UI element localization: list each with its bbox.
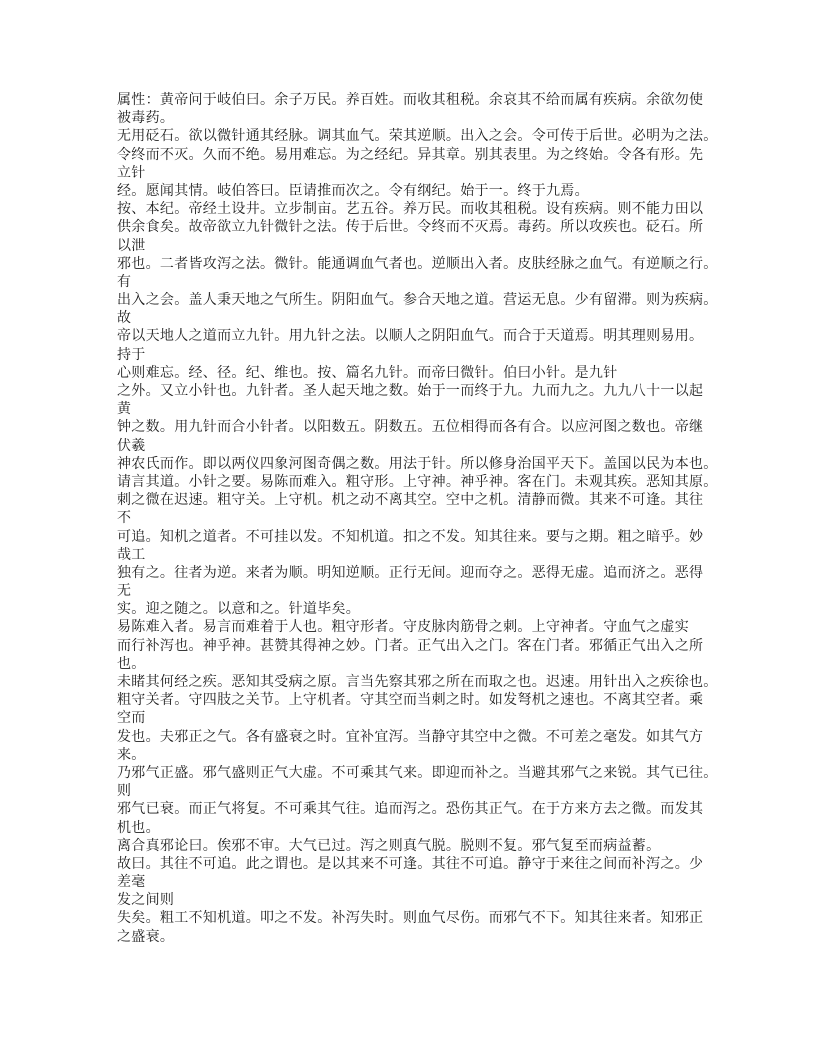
- text-line: 故曰。其往不可追。此之谓也。是以其来不可逢。其往不可追。静守于来往之间而补泻之。少: [117, 855, 704, 872]
- text-line: 以泄: [117, 237, 146, 254]
- text-line: 不: [117, 510, 132, 527]
- text-line: 被毒药。: [117, 110, 175, 127]
- text-line: 持于: [117, 346, 146, 363]
- text-line: 之盛衰。: [117, 928, 175, 945]
- text-line: 空而: [117, 710, 146, 727]
- text-line: 钟之数。用九针而合小针者。以阳数五。阴数五。五位相得而各有合。以应河图之数也。帝继: [117, 419, 704, 436]
- text-line: 实。迎之随之。以意和之。针道毕矣。: [117, 601, 361, 618]
- text-line: 立针: [117, 164, 146, 181]
- text-line: 也。: [117, 655, 146, 672]
- text-line: 离合真邪论曰。俟邪不审。大气已过。泻之则真气脱。脱则不复。邪气复至而病益蓄。: [117, 837, 661, 854]
- text-line: 经。愿闻其情。岐伯答曰。臣请推而次之。令有纲纪。始于一。终于九焉。: [117, 182, 589, 199]
- text-line: 失矣。粗工不知机道。叩之不发。补泻失时。则血气尽伤。而邪气不下。知其往来者。知邪正: [117, 910, 704, 927]
- text-line: 无: [117, 583, 132, 600]
- text-line: 独有之。往者为逆。来者为顺。明知逆顺。正行无间。迎而夺之。恶得无虚。追而济之。恶得: [117, 564, 704, 581]
- text-line: 心则难忘。经、径。纪、维也。按、篇名九针。而帝曰微针。伯曰小针。是九针: [117, 364, 618, 381]
- text-line: 可追。知机之道者。不可挂以发。不知机道。扣之不发。知其往来。要与之期。粗之暗乎。妙: [117, 528, 704, 545]
- text-line: 机也。: [117, 819, 160, 836]
- text-line: 哉工: [117, 546, 146, 563]
- text-line: 之外。又立小针也。九针者。圣人起天地之数。始于一而终于九。九而九之。九九八十一以起: [117, 383, 704, 399]
- text-line: 帝以天地人之道而立九针。用九针之法。以顺人之阴阳血气。而合于天道焉。明其理则易用。: [117, 328, 704, 345]
- text-block: [117, 91, 777, 946]
- text-line: 神农氏而作。即以两仪四象河图奇偶之数。用法于针。所以修身治国平天下。盖国以民为本也。: [117, 455, 718, 472]
- text-line: 请言其道。小针之要。易陈而难入。粗守形。上守神。神乎神。客在门。未观其疾。恶知其原。: [117, 473, 718, 490]
- text-line: 有: [117, 273, 132, 290]
- text-line: 来。: [117, 746, 146, 763]
- text-line: 乃邪气正盛。邪气盛则正气大虚。不可乘其气来。即迎而补之。当避其邪气之来锐。其气已往。: [117, 764, 718, 781]
- text-line: 邪也。二者皆攻泻之法。微针。能通调血气者也。逆顺出入者。皮肤经脉之血气。有逆顺之行。: [117, 255, 718, 272]
- text-line: 未睹其何经之疾。恶知其受病之原。言当先察其邪之所在而取之也。迟速。用针出入之疾徐也。: [117, 674, 718, 690]
- text-line: 黄: [117, 401, 132, 418]
- text-line: 而行补泻也。神乎神。甚赞其得神之妙。门者。正气出入之门。客在门者。邪循正气出入之所: [117, 637, 704, 654]
- text-line: 故: [117, 310, 132, 327]
- text-line: 发也。夫邪正之气。各有盛衰之时。宜补宜泻。当静守其空中之微。不可差之毫发。如其气方: [117, 728, 704, 745]
- text-line: 出入之会。盖人秉天地之气所生。阴阳血气。参合天地之道。营运无息。少有留滞。则为疾病。: [117, 292, 718, 309]
- text-line: 属性：黄帝问于岐伯曰。余子万民。养百姓。而收其租税。余哀其不给而属有疾病。余欲勿使: [117, 92, 704, 108]
- text-line: 令终而不灭。久而不绝。易用难忘。为之经纪。异其章。别其表里。为之终始。令各有形。先: [117, 146, 704, 163]
- text-line: 差毫: [117, 874, 146, 891]
- text-line: 粗守关者。守四肢之关节。上守机者。守其空而当刺之时。如发弩机之速也。不离其空者。乘: [117, 692, 704, 709]
- text-line: 伏羲: [117, 437, 146, 454]
- text-line: 邪气已衰。而正气将复。不可乘其气往。追而泻之。恐伤其正气。在于方来方去之微。而发其: [117, 801, 704, 818]
- text-line: 无用砭石。欲以微针通其经脉。调其血气。荣其逆顺。出入之会。令可传于后世。必明为之法。: [117, 128, 718, 145]
- text-line: 易陈难入者。易言而难着于人也。粗守形者。守皮脉肉筋骨之刺。上守神者。守血气之虚实: [117, 619, 689, 636]
- text-line: 供余食矣。故帝欲立九针微针之法。传于后世。令终而不灭焉。毒药。所以攻疾也。砭石。所: [117, 219, 704, 236]
- text-line: 则: [117, 783, 132, 800]
- text-line: 按、本纪。帝经土设井。立步制亩。艺五谷。养万民。而收其租税。设有疾病。则不能力田以: [117, 201, 704, 218]
- text-line: 刺之微在迟速。粗守关。上守机。机之动不离其空。空中之机。清静而微。其来不可逢。其往: [117, 492, 704, 509]
- text-line: 发之间则: [117, 892, 175, 909]
